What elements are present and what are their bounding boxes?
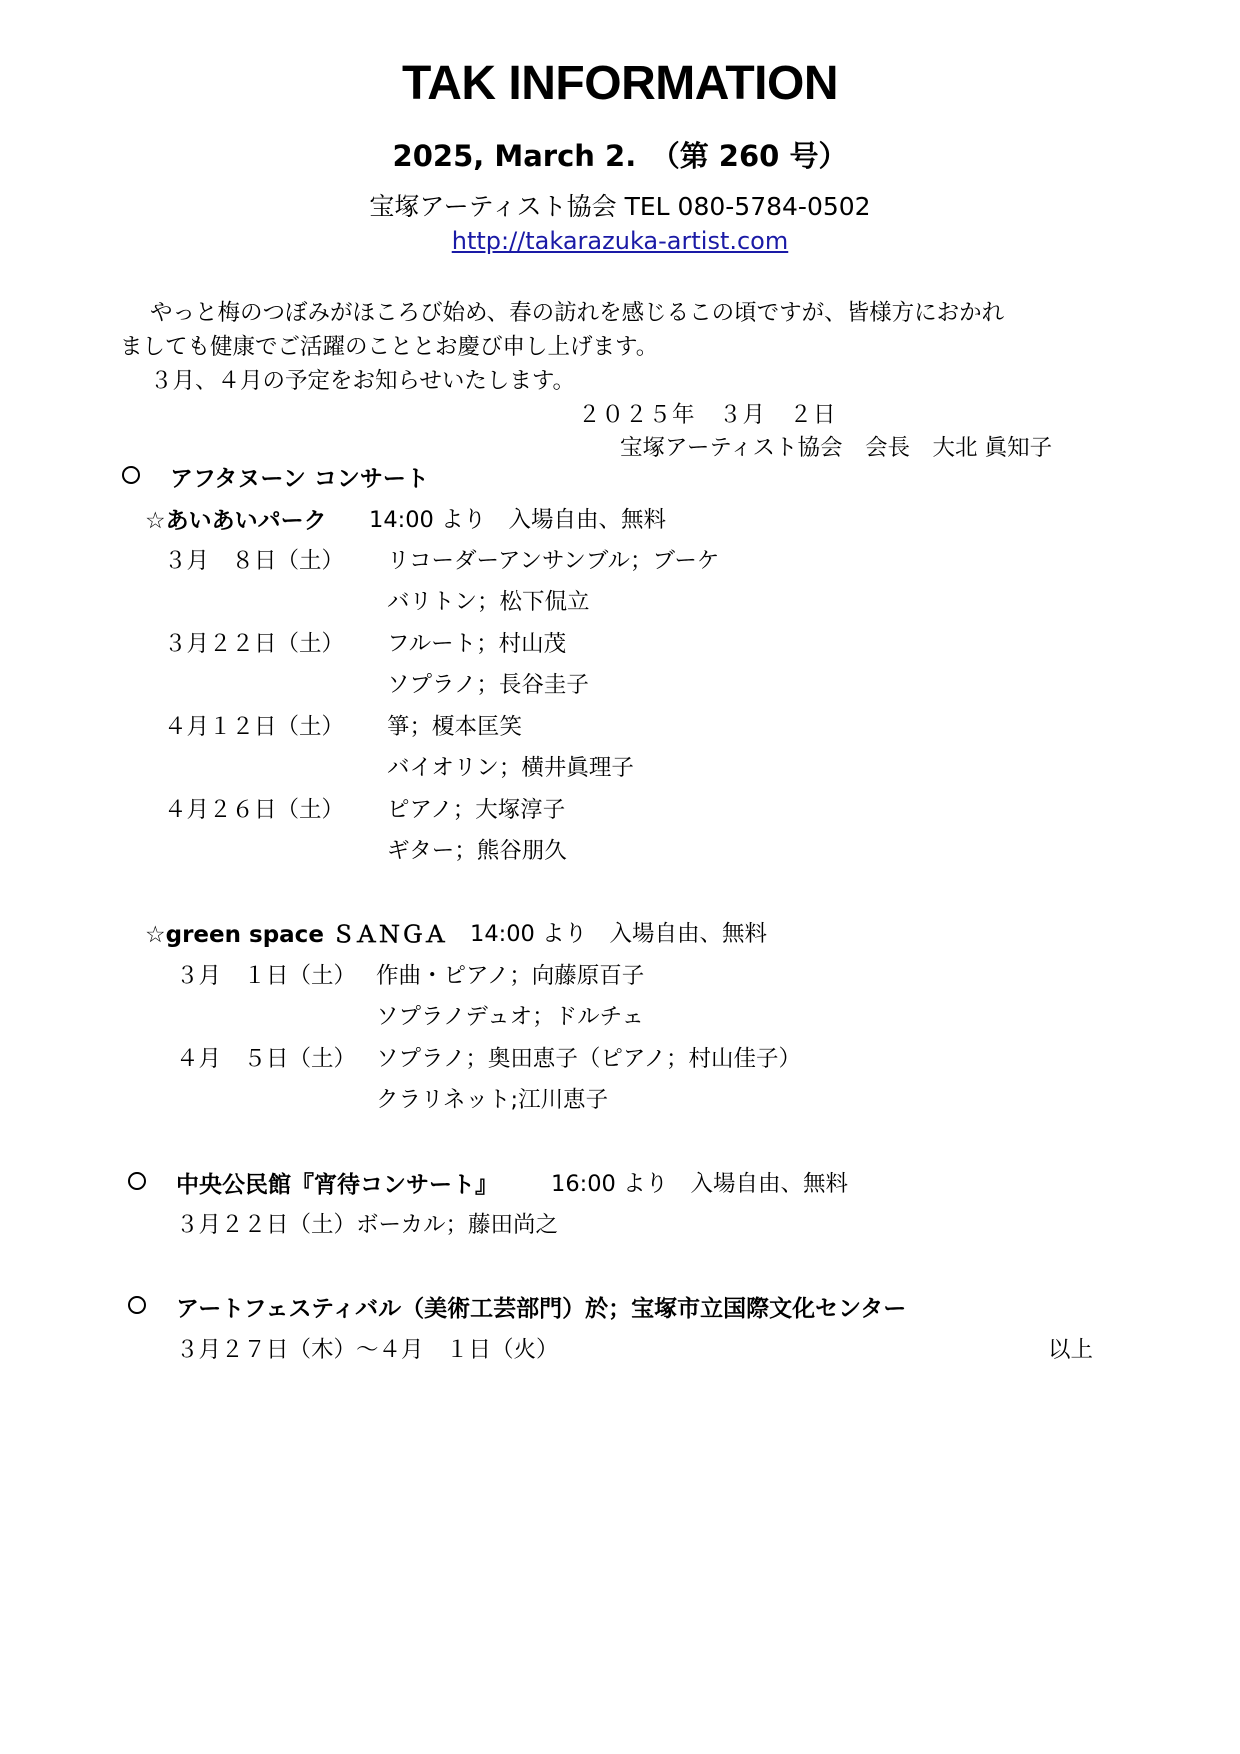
venue-sanga: ☆green space ＳＡＮＧＡ (145, 922, 447, 948)
schedule-performer: 作曲・ピアノ；向藤原百子 (376, 963, 645, 989)
schedule-date: ３月 １日（土） (176, 963, 357, 989)
closing-mark: 以上 (1048, 1337, 1094, 1363)
circle-bullet-icon (122, 466, 140, 484)
circle-bullet-icon (128, 1172, 146, 1190)
schedule-performer: クラリネット;江川恵子 (376, 1087, 609, 1113)
organization-contact: 宝塚アーティスト協会 TEL 080-5784-0502 (369, 192, 871, 221)
greeting-line-1: やっと梅のつぼみがほころび始め、春の訪れを感じるこの頃ですが、皆様方におかれ (150, 300, 1005, 326)
signature-name: 宝塚アーティスト協会 会長 大北 眞知子 (620, 435, 1053, 461)
schedule-performer: バリトン；松下侃立 (387, 589, 590, 615)
art-festival-dates: ３月２７日（木）～４月 １日（火） (176, 1337, 559, 1363)
chuo-note: 16:00 より 入場自由、無料 (551, 1171, 848, 1197)
venue-aiai-note: 14:00 より 入場自由、無料 (369, 507, 666, 533)
schedule-performer: リコーダーアンサンブル；ブーケ (387, 548, 720, 574)
schedule-performer: バイオリン；横井眞理子 (387, 755, 634, 781)
issue-date: 2025, March 2. （第 260 号） (392, 139, 848, 173)
greeting-line-2: ましても健康でご活躍のこととお慶び申し上げます。 (120, 334, 659, 360)
website-link-container (0, 227, 1240, 255)
schedule-performer: フルート；村山茂 (387, 631, 567, 657)
circle-bullet-icon (128, 1296, 146, 1314)
section-title-chuo: 中央公民館『宵待コンサート』 (176, 1172, 498, 1198)
schedule-performer: 箏；榎本匡笑 (387, 714, 523, 740)
greeting-line-3: ３月、４月の予定をお知らせいたします。 (150, 368, 576, 394)
section-title-afternoon: アフタヌーン コンサート (170, 466, 429, 492)
section-title-art-festival: アートフェスティバル（美術工芸部門）於；宝塚市立国際文化センター (176, 1296, 907, 1322)
schedule-date: ４月２６日（土） (164, 797, 345, 823)
schedule-date: ３月 ８日（土） (164, 548, 345, 574)
newsletter-title: TAK INFORMATION (402, 57, 838, 110)
schedule-performer: ギター；熊谷朋久 (387, 838, 567, 864)
schedule-date: ３月２２日（土） (164, 631, 345, 657)
schedule-date: ４月 ５日（土） (176, 1046, 357, 1072)
venue-sanga-note: 14:00 より 入場自由、無料 (470, 921, 767, 947)
schedule-date: ４月１２日（土） (164, 714, 345, 740)
signature-date: ２０２５年 ３月 ２日 (578, 402, 837, 428)
venue-aiai: ☆あいあいパーク (145, 508, 327, 534)
schedule-performer: ピアノ；大塚淳子 (387, 797, 566, 823)
schedule-performer: ソプラノ；長谷圭子 (387, 672, 589, 698)
schedule-performer: ソプラノ；奥田恵子（ピアノ；村山佳子） (376, 1046, 802, 1072)
website-link[interactable]: http://takarazuka-artist.com (451, 227, 789, 255)
chuo-schedule: ３月２２日（土）ボーカル；藤田尚之 (176, 1212, 559, 1238)
schedule-performer: ソプラノデュオ；ドルチェ (376, 1004, 644, 1030)
